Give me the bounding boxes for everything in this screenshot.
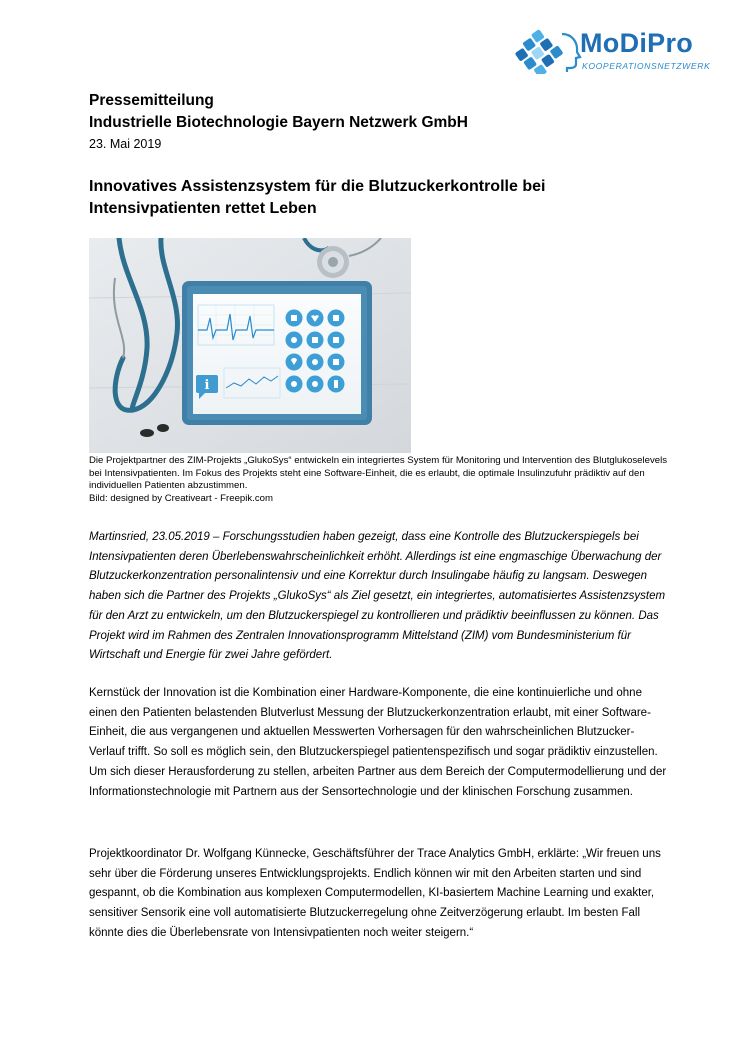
logo-subtitle: KOOPERATIONSNETZWERK: [582, 61, 711, 71]
organization-name: Industrielle Biotechnologie Bayern Netzwerk GmbH: [89, 114, 468, 131]
article-photo: [89, 238, 411, 453]
logo-name: MoDiPro: [580, 28, 694, 58]
tablet-stethoscope-photo-icon: [89, 238, 411, 453]
image-credit: Bild: designed by Creativeart - Freepik.com: [89, 492, 273, 504]
headline: Innovatives Assistenzsystem für die Blutzuckerkontrolle bei Intensivpatienten rettet Leben: [89, 178, 546, 217]
modipro-logo-mark-icon: [510, 26, 582, 74]
body-paragraph-innovation: Kernstück der Innovation ist die Kombination einer Hardware-Komponente, die eine kontinuierliche und ohne einen den Patienten belastenden Blutverlust Messung der Blutzuckerkonzentration erlaubt, mit einer Software-Einheit, die aus vergangenen und aktuellen Messwerten Vorhersagen für den wahrscheinlichen Blutzucker-Verlauf trifft. So soll es möglich sein, den Blutzuckerspiegel patientenspezifisch und sogar prädiktiv einzustellen. Um sich dieser Herausforderung zu stellen, arbeiten Partner aus dem Bereich der Computermodellierung und der Informationstechnologie mit Partnern aus der Sensortechnologie und der klinischen Forschung zusammen.: [89, 687, 667, 798]
lead-paragraph: Martinsried, 23.05.2019 – Forschungsstudien haben gezeigt, dass eine Kontrolle des Blutzuckerspiegels bei Intensivpatienten deren Überlebenswahrscheinlichkeit erhöht. Allerdings ist eine engmaschige Überwachung der Blutzuckerkonzentration personalintensiv und eine Korrektur durch Insulingabe häufig zu langsam. Deswegen haben sich die Partner des Projekts „GlukoSys“ als Ziel gesetzt, ein integriertes, automatisiertes Assistenzsystem für den Arzt zu entwickeln, um den Blutzuckerspiegel zu kontrollieren und prädiktiv beeinflussen zu können. Das Projekt wird im Rahmen des Zentralen Innovationsprogramm Mittelstand (ZIM) vom Bundesministerium für Wirtschaft und Energie für zwei Jahre gefördert.: [89, 531, 666, 662]
modipro-logo: [508, 26, 716, 74]
caption-text: Die Projektpartner des ZIM-Projekts „GlukoSys“ entwickeln ein integriertes System für Monitoring und Intervention des Blutglukoselevels bei Intensivpatienten. Im Fokus des Projekts steht eine Software-Einheit, die es erlaubt, die optimale Insulinzufuhr prädiktiv auf den individuellen Patienten abzustimmen.: [89, 455, 668, 492]
body-paragraph-quote: Projektkoordinator Dr. Wolfgang Künnecke, Geschäftsführer der Trace Analytics GmbH, erklärte: „Wir freuen uns sehr über die Förderung unseres Entwicklungsprojekts. Endlich können wir mit den Arbeiten starten und sind gespannt, ob die Kombination aus komplexen Computermodellen, KI-basiertem Machine Learning und exakter, sensitiver Sensorik eine voll automatisierte Blutzuckerregelung ohne Zeitverzögerung erlaubt. Im besten Fall könnte dies die Überlebensrate von Intensivpatienten noch weiter steigern.“: [89, 848, 661, 939]
press-release-label: Pressemitteilung: [89, 92, 214, 109]
release-date: 23. Mai 2019: [89, 137, 162, 151]
image-caption: [89, 455, 679, 505]
svg-text:i: i: [204, 378, 210, 393]
